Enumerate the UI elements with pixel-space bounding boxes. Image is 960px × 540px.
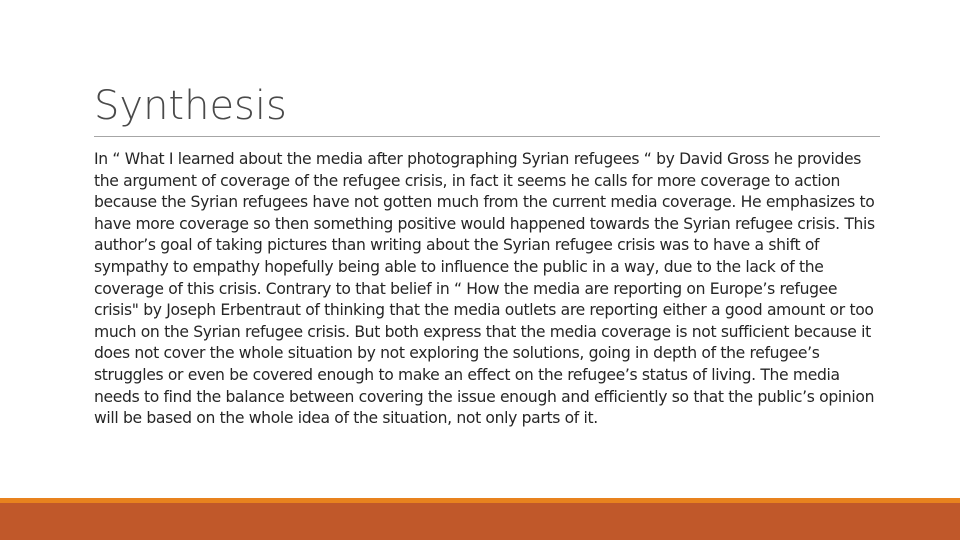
footer-band xyxy=(0,503,960,540)
slide-body-text: In “ What I learned about the media after photographing Syrian refugees “ by David Gross he provides the argument of coverage of the refugee crisis, in fact it seems he calls for more coverage to action because the Syrian refugees have not gotten much from the current media coverage. He emphasizes to have more coverage so then something positive would happened towards the Syrian refugee crisis. This author’s goal of taking pictures than writing about the Syrian refugee crisis was to have a shift of sympathy to empathy hopefully being able to influence the public in a way, due to the lack of the coverage of this crisis. Contrary to that belief in “ How the media are reporting on Europe’s refugee crisis" by Joseph Erbentraut of thinking that the media outlets are reporting either a good amount or too much on the Syrian refugee crisis. But both express that the media coverage is not sufficient because it does not cover the whole situation by not exploring the solutions, going in depth of the refugee’s struggles or even be covered enough to make an effect on the refugee’s status of living. The media needs to find the balance between covering the issue enough and efficiently so that the public’s opinion will be based on the whole idea of the situation, not only parts of it. xyxy=(94,150,875,428)
title-divider xyxy=(94,136,880,137)
slide-title: Synthesis xyxy=(94,83,287,129)
